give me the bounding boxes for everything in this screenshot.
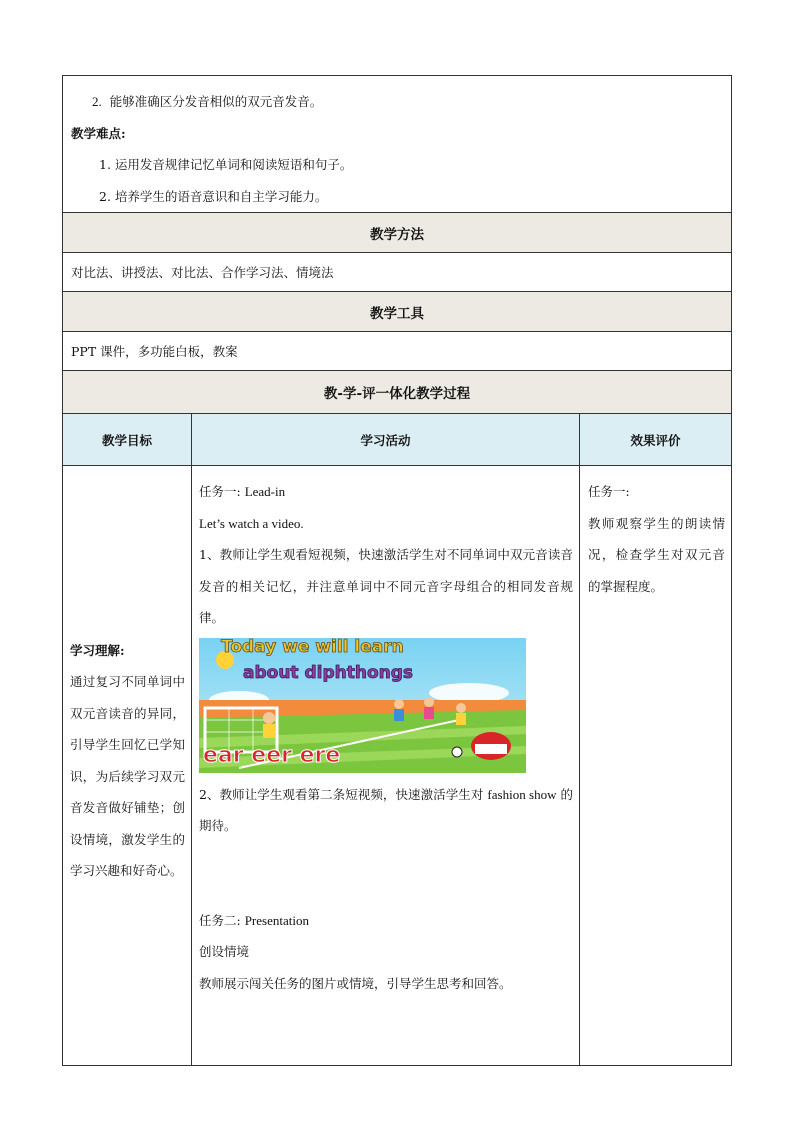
- objective-text: 能够准确区分发音相似的双元音发音。: [109, 94, 323, 109]
- col-header-goal: 教学目标: [63, 414, 192, 466]
- task1-label: 任务一:: [199, 484, 245, 499]
- goal-title: 学习理解:: [70, 642, 125, 658]
- objective-number: 2.: [92, 94, 102, 109]
- difficulty-title: 教学难点:: [71, 125, 126, 141]
- methods-content: 对比法、讲授法、对比法、合作学习法、情境法: [63, 253, 732, 292]
- evaluation-cell: [580, 466, 732, 1066]
- goal-cell: [63, 466, 192, 1066]
- task1-step2-english: fashion show: [487, 786, 557, 802]
- evaluation-text: 教师观察学生的朗读情况，检查学生对双元音的掌握程度。: [588, 515, 726, 594]
- objectives-cell: [63, 76, 732, 213]
- methods-header: 教学方法: [63, 213, 732, 253]
- evaluation-title: 任务一:: [588, 484, 630, 499]
- task1-heading: [199, 476, 573, 508]
- task2-subtitle: 创设情境: [199, 944, 250, 959]
- image-line-2: about diphthongs: [243, 662, 414, 683]
- diphthongs-video-image: [199, 638, 526, 773]
- difficulty-item-1: 1. 运用发音规律记忆单词和阅读短语和句子。: [99, 157, 353, 172]
- task1-subtitle: Let’s watch a video.: [199, 515, 304, 531]
- image-line-1: Today we will learn: [221, 637, 404, 657]
- task2-name: Presentation: [244, 912, 309, 928]
- diphthongs-illustration: [199, 638, 526, 773]
- col-header-activity: 学习活动: [192, 414, 580, 466]
- task2-heading: [199, 905, 573, 937]
- difficulty-item-2: 2. 培养学生的语音意识和自主学习能力。: [99, 188, 328, 204]
- tools-content: PPT 课件，多功能白板，教案: [63, 332, 732, 371]
- task2-text: 教师展示闯关任务的图片或情境，引导学生思考和回答。: [199, 975, 512, 991]
- task1-step2: [199, 779, 573, 842]
- task2-label: 任务二:: [199, 912, 245, 928]
- objective-line-2: [63, 86, 731, 118]
- process-header: 教-学-评一体化教学过程: [63, 371, 732, 414]
- activity-cell: [192, 466, 580, 1066]
- lesson-plan-page: [62, 75, 731, 1066]
- task1-name: Lead-in: [244, 484, 286, 499]
- col-header-eval: 效果评价: [580, 414, 732, 466]
- task1-step1: 1、教师让学生观看短视频，快速激活学生对不同单词中双元音读音发音的相关记忆，并注意单词中不同元音字母组合的相同发音规律。: [199, 547, 573, 625]
- lesson-plan-table: [62, 75, 732, 1066]
- image-line-3: ear eer ere: [203, 742, 341, 768]
- task1-step2-end: 的期待。: [199, 786, 573, 833]
- goal-text: 通过复习不同单词中双元音读音的异同，引导学生回忆已学知识，为后续学习双元音发音做好铺垫；创设情境，激发学生的学习兴趣和好奇心。: [70, 674, 185, 878]
- task1-step2-text: 2、教师让学生观看第二条短视频，快速激活学生对: [199, 786, 488, 802]
- tools-header: 教学工具: [63, 292, 732, 332]
